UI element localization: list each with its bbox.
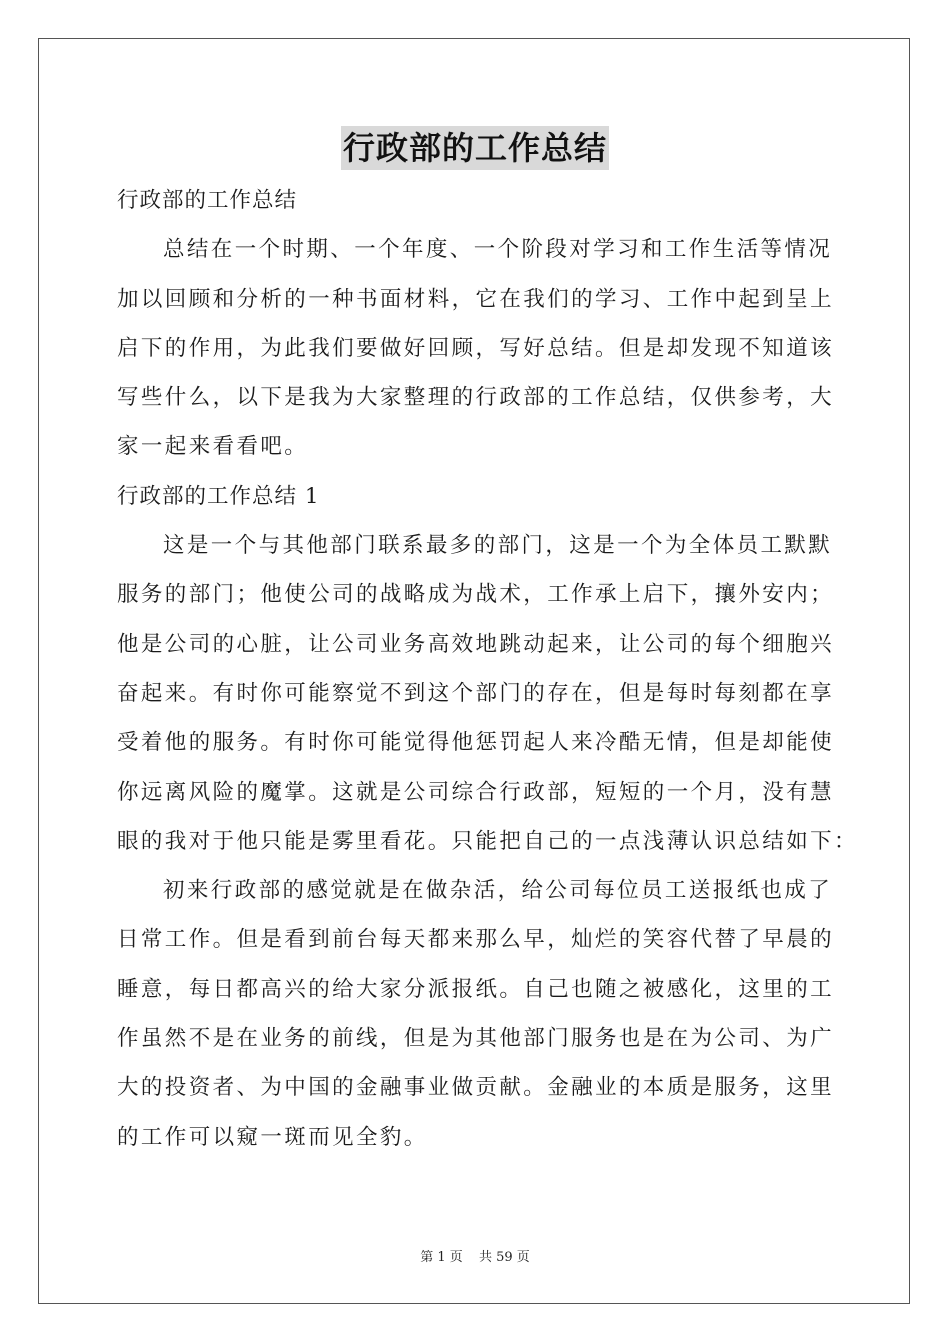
title-container	[0, 126, 950, 170]
document-body	[117, 176, 858, 1162]
page-total: 共 59 页	[478, 1250, 530, 1265]
text-line: 家一起来看看吧。	[117, 434, 309, 460]
text-line: 睡意，每日都高兴的给大家分派报纸。自己也随之被感化，这里的工	[117, 976, 835, 1002]
text-line: 作虽然不是在业务的前线，但是为其他部门服务也是在为公司、为广	[117, 1026, 835, 1052]
text-line: 眼的我对于他只能是雾里看花。只能把自己的一点浅薄认识总结如下：	[117, 828, 858, 854]
text-line: 奋起来。有时你可能察觉不到这个部门的存在，但是每时每刻都在享	[117, 680, 835, 706]
page-number: 第 1 页	[420, 1250, 463, 1265]
section-heading: 行政部的工作总结 1	[117, 483, 320, 509]
section-heading: 行政部的工作总结	[117, 188, 298, 213]
text-line: 加以回顾和分析的一种书面材料，它在我们的学习、工作中起到呈上	[117, 286, 835, 312]
text-line: 这是一个与其他部门联系最多的部门，这是一个为全体员工默默	[163, 533, 833, 559]
text-line: 的工作可以窥一斑而见全豹。	[117, 1124, 428, 1150]
text-line: 大的投资者、为中国的金融事业做贡献。金融业的本质是服务，这里	[117, 1075, 835, 1101]
text-line: 受着他的服务。有时你可能觉得他惩罚起人来冷酷无情，但是却能使	[117, 730, 835, 756]
text-line: 总结在一个时期、一个年度、一个阶段对学习和工作生活等情况	[163, 237, 833, 263]
text-line: 日常工作。但是看到前台每天都来那么早，灿烂的笑容代替了早晨的	[117, 927, 835, 953]
page-footer	[0, 1246, 950, 1265]
text-line: 服务的部门；他使公司的战略成为战术，工作承上启下，攘外安内；	[117, 582, 835, 608]
document-title: 行政部的工作总结	[341, 126, 609, 170]
text-line: 他是公司的心脏，让公司业务高效地跳动起来，让公司的每个细胞兴	[117, 631, 835, 657]
text-line: 写些什么，以下是我为大家整理的行政部的工作总结，仅供参考，大	[117, 385, 835, 411]
text-line: 你远离风险的魔掌。这就是公司综合行政部，短短的一个月，没有慧	[117, 779, 835, 805]
text-line: 启下的作用，为此我们要做好回顾，写好总结。但是却发现不知道该	[117, 335, 835, 361]
text-line: 初来行政部的感觉就是在做杂活，给公司每位员工送报纸也成了	[163, 878, 833, 904]
